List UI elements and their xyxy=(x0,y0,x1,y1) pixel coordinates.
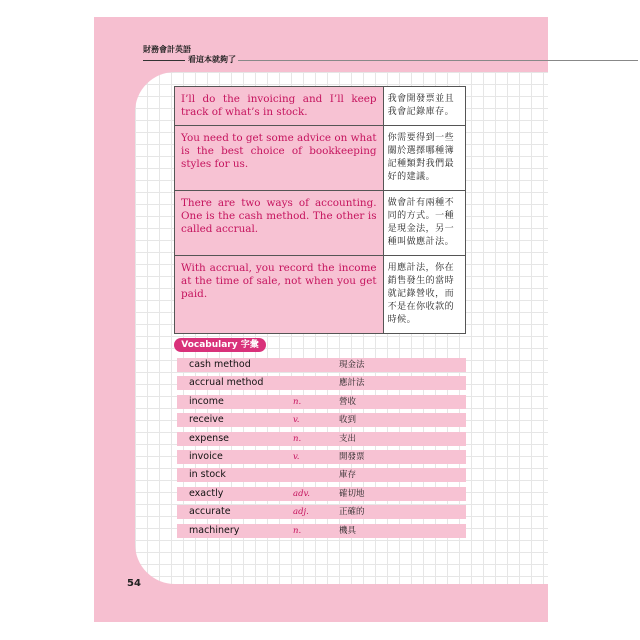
vocab-pos: n. xyxy=(293,396,302,407)
vocab-pos: adv. xyxy=(293,488,311,499)
header-rule-left xyxy=(143,60,185,61)
vocab-word: income xyxy=(189,395,224,407)
vocab-word: accurate xyxy=(189,506,231,518)
vocab-meaning: 確切地 xyxy=(339,488,365,499)
dialogue-english: With accrual, you record the income at the time of sale, not when you get paid. xyxy=(175,256,384,334)
dialogue-english: There are two ways of accounting. One is the cash method. The other is called accrual. xyxy=(175,191,384,256)
dialogue-chinese: 我會開發票並且我會記錄庫存。 xyxy=(383,87,465,126)
vocab-word: expense xyxy=(189,432,229,444)
vocab-word: exactly xyxy=(189,487,224,499)
dialogue-row xyxy=(175,126,466,191)
vocab-meaning: 正確的 xyxy=(339,507,365,518)
vocabulary-row xyxy=(177,395,466,409)
vocabulary-row xyxy=(177,505,466,519)
vocab-meaning: 支出 xyxy=(339,433,357,444)
vocab-meaning: 現金法 xyxy=(339,360,365,370)
vocabulary-list xyxy=(177,358,466,542)
vocabulary-row xyxy=(177,413,466,427)
book-subtitle: 看這本就夠了 xyxy=(188,55,236,64)
dialogue-english: I’ll do the invoicing and I’ll keep track of what’s in stock. xyxy=(175,87,384,126)
dialogue-chinese: 用應計法，你在銷售發生的當時就記錄營收，而不是在你收款的時候。 xyxy=(383,256,465,334)
vocab-pos: n. xyxy=(293,525,302,536)
vocabulary-row xyxy=(177,487,466,501)
vocab-pos: adj. xyxy=(293,507,309,518)
vocab-pos: v. xyxy=(293,451,300,462)
vocabulary-row xyxy=(177,468,466,482)
dialogue-row xyxy=(175,87,466,126)
vocabulary-row xyxy=(177,358,466,372)
vocabulary-row xyxy=(177,432,466,446)
vocab-word: cash method xyxy=(189,359,251,370)
dialogue-chinese: 你需要得到一些關於選擇哪種簿記種類對我們最好的建議。 xyxy=(383,126,465,191)
dialogue-chinese: 做會計有兩種不同的方式。一種是現金法，另一種叫做應計法。 xyxy=(383,191,465,256)
vocab-meaning: 應計法 xyxy=(339,378,365,389)
vocabulary-row xyxy=(177,524,466,538)
vocabulary-row xyxy=(177,450,466,464)
vocab-pos: n. xyxy=(293,433,302,444)
vocab-meaning: 營收 xyxy=(339,396,357,407)
vocabulary-row xyxy=(177,376,466,390)
vocab-meaning: 開發票 xyxy=(339,451,365,462)
vocab-word: receive xyxy=(189,414,224,426)
dialogue-table xyxy=(174,86,466,334)
dialogue-english: You need to get some advice on what is the best choice of bookkeeping styles for us. xyxy=(175,126,384,191)
dialogue-row xyxy=(175,191,466,256)
header-rule-right xyxy=(238,60,638,61)
vocab-pos: v. xyxy=(293,415,300,426)
vocab-meaning: 機具 xyxy=(339,525,357,536)
vocab-word: machinery xyxy=(189,524,240,536)
vocab-meaning: 庫存 xyxy=(339,470,357,481)
vocab-word: in stock xyxy=(189,469,226,481)
page-number: 54 xyxy=(123,573,145,595)
book-title: 財務會計英語 xyxy=(143,45,191,54)
dialogue-row xyxy=(175,256,466,334)
vocab-word: accrual method xyxy=(189,377,264,389)
vocab-meaning: 收到 xyxy=(339,415,357,426)
vocabulary-title: Vocabulary 字彙 xyxy=(174,338,266,352)
vocab-word: invoice xyxy=(189,450,223,462)
